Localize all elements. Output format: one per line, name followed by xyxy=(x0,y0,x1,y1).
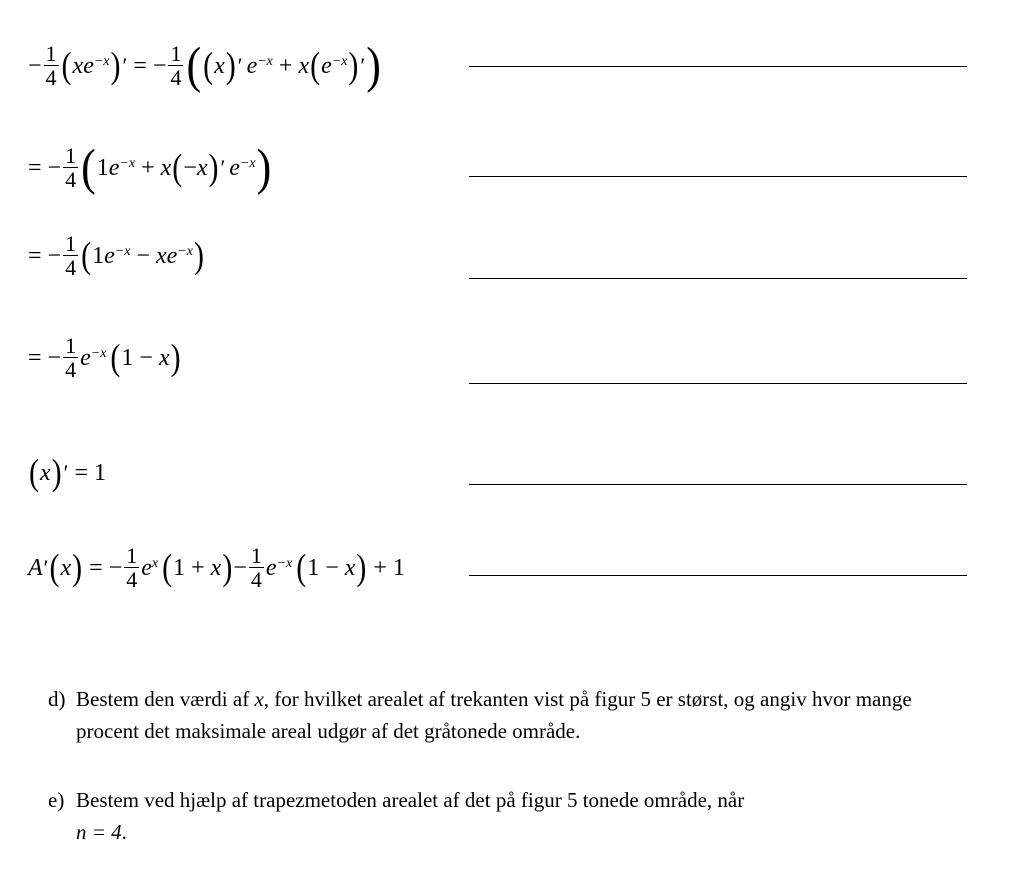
answer-line-3[interactable] xyxy=(469,278,967,279)
equation-4: = − $\frac{1}{4}$ e $^{-x}$ ( 1 − x ) xyxy=(28,332,181,382)
answer-line-1[interactable] xyxy=(469,66,967,67)
task-d-text: Bestem den værdi af x, for hvilket arealet af trekanten vist på figur 5 er størst, og angiv hvor mange procent det maksimale areal udgør af det gråtonede område. xyxy=(76,687,912,743)
equation-2: = − $\frac{1}{4}$ ( 1 e $^{-x}$ + x ( − x ) ′ e $^{-x}$ ) xyxy=(28,139,272,196)
answer-line-5[interactable] xyxy=(469,484,967,485)
task-e xyxy=(48,784,978,854)
answer-line-4[interactable] xyxy=(469,383,967,384)
equation-6: A ′ ( x ) = − $\frac{1}{4}$ e $^x$ ( 1 + x ) − $\frac{1}{4}$ e $^{-x}$ ( 1 − x ) + 1 xyxy=(28,542,405,592)
task-e-text: Bestem ved hjælp af trapezmetoden arealet af det på figur 5 tonede område, når n = 4. xyxy=(76,788,745,844)
answer-line-6[interactable] xyxy=(469,575,967,576)
task-d xyxy=(48,683,978,753)
equation-1: − $\frac{1}{4}$ ( xe $^{-x}$ ) ′ = − $\frac{1}{4}$ ( ( x ) ′ e $^{-x}$ + x ( e $^{-x}$ ) ′ ) xyxy=(28,37,381,94)
task-d-label: d) xyxy=(48,687,66,711)
equation-3: = − $\frac{1}{4}$ ( 1 e $^{-x}$ − xe $^{-x}$ ) xyxy=(28,230,204,280)
answer-line-2[interactable] xyxy=(469,176,967,177)
equation-5: ( x ) ′ = 1 xyxy=(29,451,107,493)
task-e-label: e) xyxy=(48,788,65,812)
